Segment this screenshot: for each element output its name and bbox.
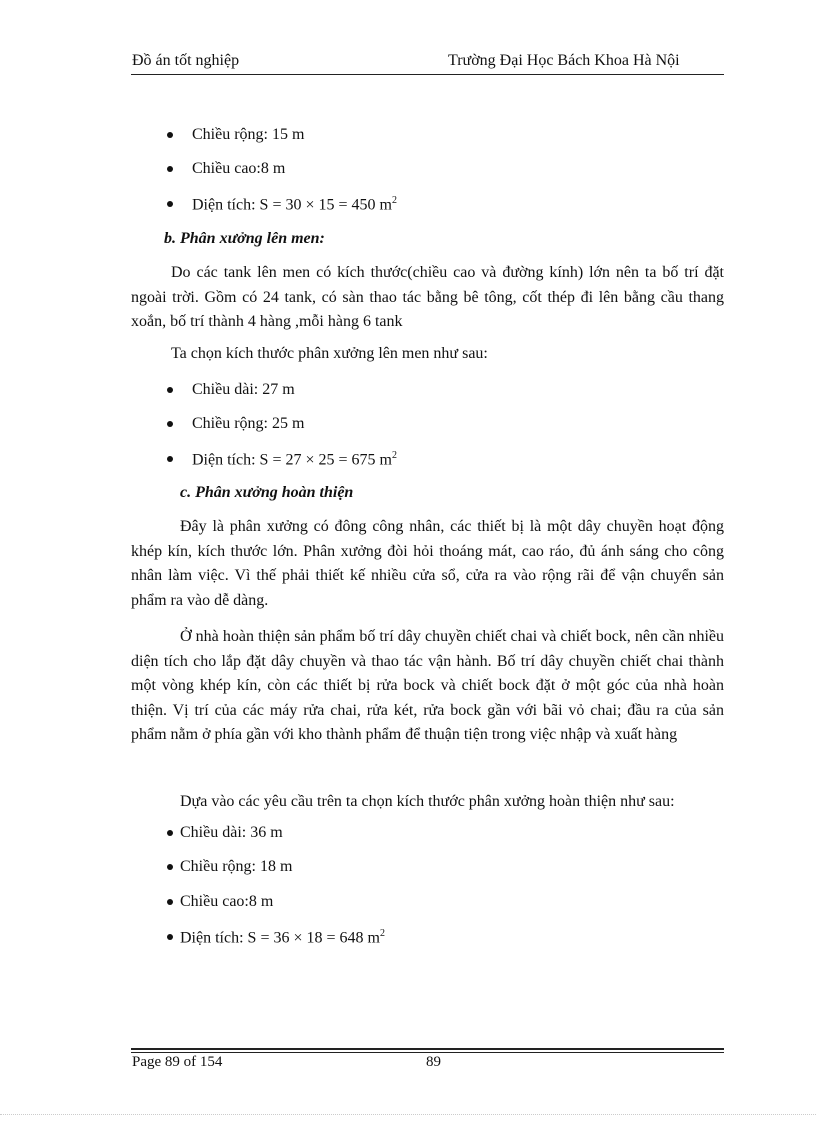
list-item-text: Chiều dài: 27 m — [192, 381, 295, 398]
list-item — [192, 126, 304, 144]
bullet-icon — [167, 387, 173, 393]
footer-page-label: Page 89 of 154 — [132, 1054, 223, 1070]
paragraph: Đây là phân xưởng có đông công nhân, các thiết bị là một dây chuyền hoạt động khép kín, kích thước lớn. Phân xưởng đòi hỏi thoáng mát, cao ráo, đủ ánh sáng cho công nhân làm việc. Vì thế phải thiết kế nhiều cửa sổ, cửa ra vào rộng rãi để vận chuyển sản phẩm ra vào dễ dàng. — [131, 518, 724, 609]
section-heading-c: c. Phân xưởng hoàn thiện — [180, 484, 354, 501]
header-rule — [131, 74, 724, 75]
header-title-left: Đồ án tốt nghiệp — [132, 52, 240, 69]
footer-page-number: 89 — [426, 1054, 441, 1070]
list-item — [192, 195, 397, 214]
list-item — [180, 893, 273, 911]
paragraph: Ta chọn kích thước phân xưởng lên men như sau: — [171, 345, 488, 362]
footer-rule — [131, 1048, 724, 1050]
bullet-icon — [167, 166, 173, 172]
list-item-text: Chiều rộng: 15 m — [192, 126, 305, 143]
paragraph: Do các tank lên men có kích thước(chiều cao và đường kính) lớn nên ta bố trí đặt ngoài trời. Gồm có 24 tank, có sàn thao tác bằng bê tông, cốt thép đi lên bằng cầu thang xoắn, bố trí thành 4 hàng ,mỗi hàng 6 tank — [131, 264, 724, 330]
page-edge-divider — [0, 1114, 816, 1115]
bullet-icon — [167, 421, 173, 427]
list-item — [192, 415, 304, 433]
list-item-text: Chiều rộng: 18 m — [180, 858, 293, 875]
list-item-text: Diện tích: S = 36 × 18 = 648 m — [180, 929, 380, 947]
area-exponent: 2 — [379, 928, 385, 939]
list-item — [180, 858, 292, 876]
area-exponent: 2 — [391, 450, 397, 461]
list-item — [180, 928, 385, 947]
bullet-icon — [167, 934, 173, 940]
list-item-text: Chiều rộng: 25 m — [192, 415, 305, 432]
list-item-text: Chiều cao:8 m — [180, 893, 274, 910]
list-item-text: Chiều dài: 36 m — [180, 824, 283, 841]
list-item-text: Diện tích: S = 30 × 15 = 450 m — [192, 196, 392, 214]
area-exponent: 2 — [391, 195, 397, 206]
bullet-icon — [167, 830, 173, 836]
bullet-icon — [167, 864, 173, 870]
section-heading-b: b. Phân xưởng lên men: — [164, 230, 325, 247]
list-item — [192, 160, 285, 178]
list-item — [192, 381, 295, 399]
list-item-text: Chiều cao:8 m — [192, 160, 286, 177]
paragraph: Ở nhà hoàn thiện sản phẩm bố trí dây chuyền chiết chai và chiết bock, nên cần nhiều diện tích cho lắp đặt dây chuyền và thao tác vận hành. Bố trí dây chuyền chiết chai thành một vòng khép kín, còn các thiết bị rửa bock và chiết bock đặt ở một góc của nhà hoàn thiện. Vị trí của các máy rửa chai, rửa két, rửa bock gần với bãi vỏ chai; đầu ra của sản phẩm nằm ở phía gần với kho thành phẩm để thuận tiện trong việc nhập và xuất hàng — [131, 628, 724, 743]
bullet-icon — [167, 899, 173, 905]
header-title-right: Trường Đại Học Bách Khoa Hà Nội — [448, 52, 680, 69]
list-item — [192, 450, 397, 469]
paragraph: Dựa vào các yêu cầu trên ta chọn kích thước phân xưởng hoàn thiện như sau: — [180, 793, 675, 810]
footer-rule — [131, 1052, 724, 1053]
bullet-icon — [167, 132, 173, 138]
bullet-icon — [167, 201, 173, 207]
list-item — [180, 824, 283, 842]
bullet-icon — [167, 456, 173, 462]
list-item-text: Diện tích: S = 27 × 25 = 675 m — [192, 451, 392, 469]
